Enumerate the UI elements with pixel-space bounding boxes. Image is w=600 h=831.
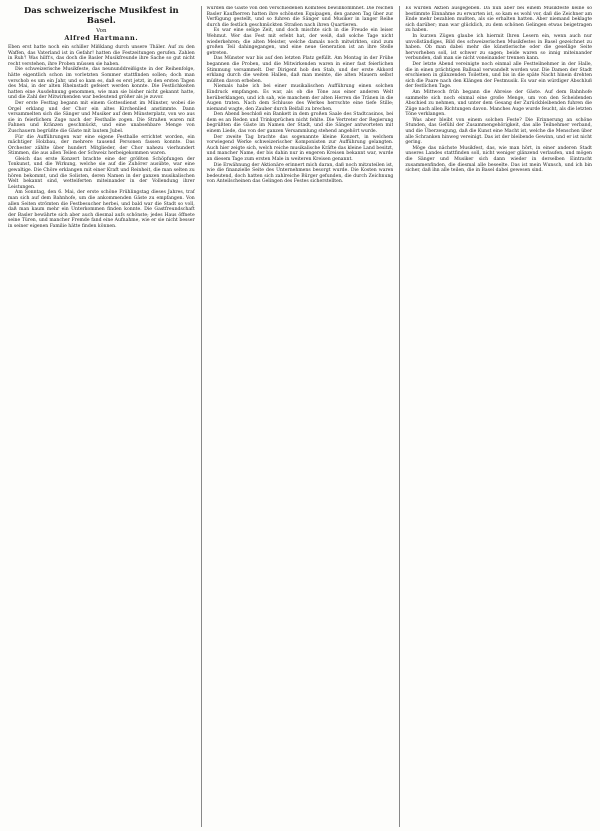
column-2 bbox=[201, 6, 394, 827]
column-1 bbox=[8, 6, 195, 827]
article-author: Alfred Hartmann. bbox=[64, 34, 139, 42]
paragraph: Eben erst hatte noch ein schiller Mißklang durch unsere Thäler. Auf zu den Waffen, das Vaterland ist in Gefahr! hatten die Festzeitungen gerufen. Zahlen in Ruh'! Was hilft's, das doch die Basler Musikfreunde ihre Sache so gut nicht recht verstehen, ihre Proben müssen sie haben. bbox=[8, 45, 195, 67]
paragraph: Der erste Festtag begann mit einem Gottesdienst im Münster, wobei die Orgel erklang und der Chor ein altes Kirchenlied anstimmte. Dann versammelten sich die Sänger und Musiker auf dem Münsterplatz, von wo aus sie in feierlichem Zuge nach der Festhalle zogen. Die Straßen waren mit Fahnen und Kränzen geschmückt, und eine unabsehbare Menge von Zuschauern begrüßte die Gäste mit lautem Jubel. bbox=[8, 100, 195, 134]
paragraph: Für die Aufführungen war eine eigene Festhalle errichtet worden, ein mächtiger Holzbau, der mehrere tausend Personen fassen konnte. Das Orchester zählte über hundert Mitglieder, der Chor nahezu vierhundert Stimmen, die aus allen Teilen der Schweiz herbeigekommen waren. bbox=[8, 134, 195, 157]
paragraph: Das Münster war bis auf den letzten Platz gefüllt. Am Montag in der Frühe begannen die Proben, und die Mitwirkenden waren in einer fast feierlichen Stimmung versammelt. Der Dirigent hob den Stab, und der erste Akkord erklang durch die weiten Hallen, daß man meinte, die alten Mauern selbst müßten davon erbeben. bbox=[206, 56, 394, 84]
paragraph: Es war eine selige Zeit, und doch mischte sich in die Freude ein leiser Wehmut. Wer das Fest mit erlebt hat, der weiß, daß solche Tage nicht wiederkehren; die alten Meister, welche damals noch mitwirkten, sind zum großen Teil dahingegangen, und eine neue Generation ist an ihre Stelle getreten. bbox=[206, 28, 394, 56]
article-title: Das schweizerische Musikfest in Basel. bbox=[23, 6, 179, 26]
paragraph: Es wurden Aktien ausgegeben. Da nun aber bei einem Musikfeste keine so bestimmte Einnahme zu erwarten ist, so kam es wohl vor, daß die Zeichner am Ende mehr bezahlen mußten, als sie erhalten hatten. Aber niemand beklagte sich darüber; man war glücklich, zu dem schönen Gelingen etwas beigetragen zu haben. bbox=[405, 6, 593, 34]
paragraph: Am Mittwoch früh begann die Abreise der Gäste. Auf dem Bahnhofe sammelte sich noch einmal eine große Menge, um von den Scheidenden Abschied zu nehmen, und unter dem Gesang der Zurückbleibenden fuhren die Züge nach allen Richtungen davon. Manches Auge wurde feucht, als die letzten Töne verklangen. bbox=[405, 89, 593, 118]
paragraph: Niemals habe ich bei einer musikalischen Aufführung einen solchen Eindruck empfangen. Es war, als ob die Töne aus einer anderen Welt herüberklangen, und ich sah, wie manchem der alten Herren die Tränen in die Augen traten. Nach dem Schlusse des Werkes herrschte eine tiefe Stille; niemand wagte, den Zauber durch Beifall zu brechen. bbox=[206, 84, 394, 112]
paragraph: In kurzen Zügen glaube ich hiermit Ihren Lesern ein, wenn auch nur unvollständiges, Bild des schweizerischen Musikfestes in Basel gezeichnet zu haben. Ob man dabei mehr die künstlerische oder die gesellige Seite hervorheben soll, ist schwer zu sagen; beide waren so innig miteinander verbunden, daß man sie nicht voneinander trennen kann. bbox=[405, 33, 593, 62]
paragraph: Die schweizerische Musikfeste, das neununddreißigste in der Reihenfolge, hätte eigentlich schon im vorletzten Sommer stattfinden sollen; doch man verschob es um ein Jahr, und so kam es, daß es erst jetzt, in den ersten Tagen des Mai, in der alten Rheinstadt gefeiert werden konnte. Die Festlichkeiten hatten eine Ausdehnung genommen, wie man sie bisher nicht gekannt hatte, und die Zahl der Mitwirkenden war bedeutend größer als je zuvor. bbox=[8, 67, 195, 101]
paragraph: Was aber bleibt von einem solchen Feste? Die Erinnerung an schöne Stunden, das Gefühl der Zusammengehörigkeit, das alle Teilnehmer verband, und die Überzeugung, daß die Kunst eine Macht ist, welche die Menschen über alle Schranken hinweg vereinigt. Das ist der bleibende Gewinn, und er ist nicht gering. bbox=[405, 117, 593, 146]
paragraph: Der letzte Abend vereinigte noch einmal alle Festteilnehmer in der Halle, die in einen prächtigen Ballsaal verwandelt worden war. Die Damen der Stadt erschienen in glänzenden Toiletten, und bis in die späte Nacht hinein drehten sich die Paare nach den Klängen der Festmusik. Es war ein würdiger Abschluß der festlichen Tage. bbox=[405, 61, 593, 90]
paragraph: Möge das nächste Musikfest, das, wie man hört, in einer anderen Stadt unseres Landes stattfinden soll, nicht weniger glänzend verlaufen, und mögen die Sänger und Musiker sich dann wieder in derselben Eintracht zusammenfinden, die diesmal alle beseelte. Das ist mein Wunsch, und ich bin sicher, daß ihn alle teilen, die in Basel dabei gewesen sind. bbox=[405, 145, 593, 174]
paragraph: Den Abend beschloß ein Bankett in dem großen Saale des Stadtcasinos, bei dem es an Reden und Trinksprüchen nicht fehlte. Die Vertreter der Regierung begrüßten die Gäste im Namen der Stadt, und die Sänger antworteten mit einem Liede, das von der ganzen Versammlung stehend angehört wurde. bbox=[206, 112, 394, 135]
paragraph: Am Sonntag, den 6. Mai, der erste schöne Frühlingstag dieses Jahres, traf man sich auf dem Bahnhofe, um die ankommenden Gäste zu empfangen. Von allen Seiten strömten die Festbesucher herbei, und bald war die Stadt so voll, daß man kaum mehr ein Unterkommen finden konnte. Die Gastfreundschaft der Basler bewährte sich aber auch diesmal aufs schönste; jedes Haus öffnete seine Türen, und mancher Fremde fand eine Aufnahme, wie er sie nicht besser in seiner eigenen Familie hätte finden können. bbox=[8, 190, 195, 229]
column-3 bbox=[399, 6, 592, 827]
paragraph: wurden die Gäste von den verschiedenen Komitees bewillkommnet. Die reichen Basler Kaufherren hatten ihre schönsten Equipagen, den ganzen Tag über zur Verfügung gestellt, und so fuhren die Sänger und Musiker in langer Reihe durch die festlich geschmückten Straßen nach ihren Quartieren. bbox=[206, 6, 394, 28]
paragraph: Die Erwähnung der Aktionäre erinnert mich daran, daß noch mitzuteilen ist, wie die finanzielle Seite des Unternehmens besorgt wurde. Die Kosten waren bedeutend, doch hatten sich zahlreiche Bürger gefunden, die durch Zeichnung von Anteilscheinen das Gelingen des Festes sicherstellten. bbox=[206, 162, 394, 185]
paragraph: Gleich das erste Konzert brachte eine der größten Schöpfungen der Tonkunst, und die Wirkung, welche sie auf die Zuhörer ausübte, war eine gewaltige. Die Chöre erklangen mit einer Kraft und Reinheit, die man selten zu hören bekommt, und die Solisten, deren Namen in der ganzen musikalischen Welt bekannt sind, wetteiferten miteinander in der Vollendung ihrer Leistungen. bbox=[8, 156, 195, 190]
paragraph: Der zweite Tag brachte das sogenannte kleine Konzert, in welchem vorwiegend Werke schweizerischer Komponisten zur Aufführung gelangten. Auch hier zeigte sich, welch reiche musikalische Kräfte das kleine Land besitzt, und mancher Name, der bis dahin nur in engeren Kreisen bekannt war, wurde an diesem Tage zum ersten Male in weiteren Kreisen genannt. bbox=[206, 134, 394, 163]
byline-von: Von bbox=[96, 28, 107, 34]
article-columns bbox=[8, 6, 592, 827]
